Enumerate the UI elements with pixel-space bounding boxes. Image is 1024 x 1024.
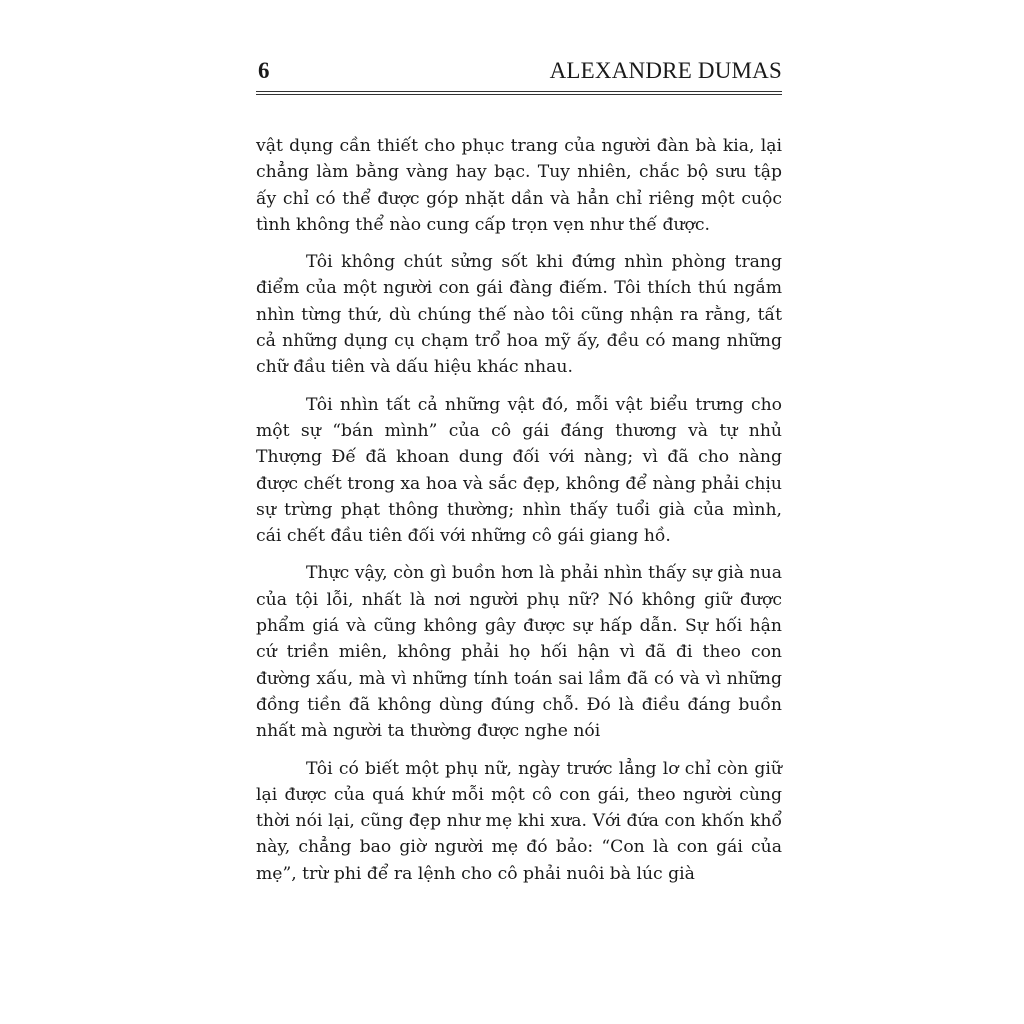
running-head-author: ALEXANDRE DUMAS [549, 58, 782, 83]
paragraph-3: Tôi nhìn tất cả những vật đó, mỗi vật biểu trưng cho một sự “bán mình” của cô gái đáng thương và tự nhủ Thượng Đế đã khoan dung đối với nàng; vì đã cho nàng được chết trong xa hoa và sắc đẹp, không để nàng phải chịu sự trừng phạt thông thường; nhìn thấy tuổi già của mình, cái chết đầu tiên đối với những cô gái giang hồ. [256, 394, 782, 547]
paragraph-2: Tôi không chút sửng sốt khi đứng nhìn phòng trang điểm của một người con gái đàng điếm. Tôi thích thú ngắm nhìn từng thứ, dù chúng thế nào tôi cũng nhận ra rằng, tất cả những dụng cụ chạm trổ hoa mỹ ấy, đều có mang những chữ đầu tiên và dấu hiệu khác nhau. [256, 252, 782, 378]
book-page [256, 58, 782, 958]
page-number: 6 [258, 58, 270, 83]
paragraph-1: vật dụng cần thiết cho phục trang của người đàn bà kia, lại chẳng làm bằng vàng hay bạc. Tuy nhiên, chắc bộ sưu tập ấy chỉ có thể được góp nhặt dần và hẳn chỉ riêng một cuộc tình không thể nào cung cấp trọn vẹn như thế được. [256, 136, 782, 235]
running-head [256, 58, 782, 90]
body-text [256, 133, 782, 887]
header-rule [256, 91, 782, 95]
paragraph-4: Thực vậy, còn gì buồn hơn là phải nhìn thấy sự già nua của tội lỗi, nhất là nơi người phụ nữ? Nó không giữ được phẩm giá và cũng không gây được sự hấp dẫn. Sự hối hận cứ triền miên, không phải họ hối hận vì đã đi theo con đường xấu, mà vì những tính toán sai lầm đã có và vì những đồng tiền đã không dùng đúng chỗ. Đó là điều đáng buồn nhất mà người ta thường được nghe nói [256, 563, 782, 742]
paragraph-5: Tôi có biết một phụ nữ, ngày trước lẳng lơ chỉ còn giữ lại được của quá khứ mỗi một cô con gái, theo người cùng thời nói lại, cũng đẹp như mẹ khi xưa. Với đứa con khốn khổ này, chẳng bao giờ người mẹ đó bảo: “Con là con gái của mẹ”, trừ phi để ra lệnh cho cô phải nuôi bà lúc già [256, 758, 782, 884]
